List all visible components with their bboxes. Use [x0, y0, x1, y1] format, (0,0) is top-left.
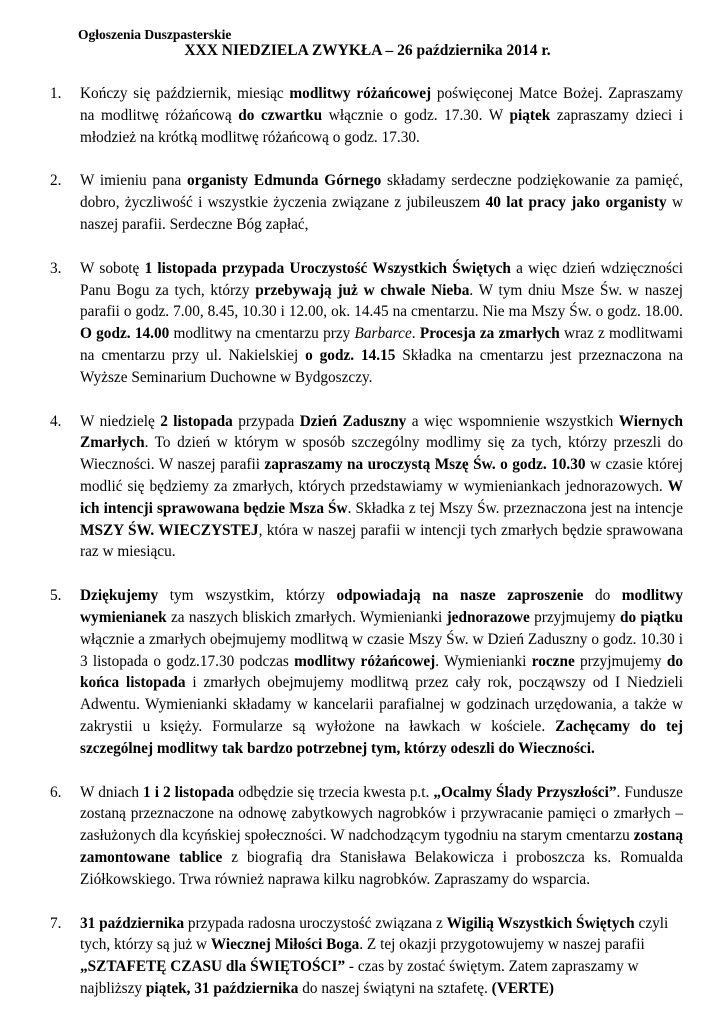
emphasis-text: Wiernych Zmarłych — [80, 412, 683, 452]
text-segment: czyli tych, którzy są już w — [80, 914, 669, 954]
text-segment: włącznie a zmarłych obejmujemy modlitwą w czasie Mszy Św. w Dzień Zaduszny o godz. 10.30 i 3 listopada o godz.17.30 podczas — [80, 630, 683, 670]
text-segment: przypada radosna uroczystość związana z — [184, 914, 447, 932]
text-segment: . Wymienianki — [435, 652, 532, 670]
emphasis-text: O godz. 14.00 — [80, 325, 170, 343]
item-text — [80, 170, 683, 235]
text-segment: za naszych bliskich zmarłych. Wymienianki — [166, 608, 447, 626]
announcement-item — [50, 258, 683, 389]
announcement-item — [50, 83, 683, 148]
emphasis-text: Dziękujemy — [80, 587, 159, 605]
text-segment: w czasie której modlić się będziemy za zmarłych, których przedstawiamy w wymieniankach jednorazowych. — [80, 456, 684, 495]
text-segment: do naszej świątyni na sztafetę. — [298, 979, 492, 997]
text-segment: Kończy się październik, miesiąc — [80, 85, 290, 102]
emphasis-text: zapraszamy na uroczystą Mszę Św. o godz. 10.30 — [264, 456, 586, 474]
emphasis-text: odpowiadają na nasze zaproszenie — [336, 587, 584, 605]
item-number: 6. — [50, 783, 62, 801]
text-segment: W imieniu pana — [80, 172, 187, 190]
text-segment: a więc dzień wdzięczności Panu Bogu za tych, którzy — [80, 259, 684, 299]
text-segment: wraz z modlitwami na cmentarzu przy ul. Nakielskiej — [80, 325, 683, 364]
item-text — [80, 913, 683, 1000]
italic-text: Barbarce — [354, 325, 412, 343]
emphasis-text: „Ocalmy Ślady Przyszłości” — [433, 783, 617, 801]
item-text — [80, 258, 683, 389]
emphasis-text: (VERTE) — [491, 979, 555, 997]
item-text — [80, 83, 683, 148]
text-segment: . To dzień w którym w sposób szczególny modlimy się za tych, którzy przeszli do Wieczności. W naszej parafii — [80, 434, 683, 474]
announcement-item — [50, 585, 683, 759]
text-segment: W niedzielę — [80, 412, 161, 430]
emphasis-text: Dzień Zaduszny — [299, 412, 407, 430]
emphasis-text: o godz. 14.15 — [305, 346, 396, 364]
emphasis-text: modlitwy wymienianek — [80, 587, 683, 626]
emphasis-text: Zachęcamy do tej szczególnej modlitwy tak bardzo potrzebnej tym, którzy odeszli do Wieczności. — [80, 717, 683, 757]
emphasis-text: do piątku — [620, 608, 683, 626]
text-segment: modlitwy na cmentarzu przy — [169, 325, 355, 343]
text-segment: w naszej parafii. Serdeczne Bóg zapłać, — [80, 194, 683, 233]
text-segment: zapraszamy dzieci i młodzież na krótką modlitwę różańcową o godz. 17.30. — [80, 106, 684, 146]
text-segment: . — [411, 325, 420, 343]
text-segment: , która w naszej parafii w intencji tych zmarłych będzie sprawowana raz w miesiącu. — [80, 521, 683, 561]
text-segment: z biografią dra Stanisława Belakowicza i proboszcza ks. Romualda Ziółkowskiego. Trwa również naprawa kilku nagrobków. Zapraszamy do wsparcia. — [80, 848, 683, 888]
emphasis-text: MSZY ŚW. WIECZYSTEJ — [80, 521, 259, 539]
text-segment: W sobotę — [80, 259, 145, 277]
announcement-item — [50, 913, 683, 1000]
item-number: 5. — [50, 587, 62, 605]
emphasis-text: modlitwy różańcowej — [289, 85, 432, 102]
text-segment: i zmarłych obejmujemy modlitwą przez cały rok, począwszy od I Niedzieli Adwentu. Wymienianki składamy w kancelarii parafialnej w godzinach urzędowania, a także w zakrystii u księży. Formularze są wyłożone na ławkach w kościele. — [80, 674, 683, 735]
text-segment: . Składka z tej Mszy Św. przeznaczona jest na intencje — [347, 499, 683, 517]
emphasis-text: modlitwy różańcowej — [294, 652, 436, 670]
text-segment: przypada — [232, 412, 300, 430]
text-segment: . W tym dniu Msze Św. w naszej parafii o godz. 7.00, 8.45, 10.30 i 12.00, ok. 14.45 na cmentarzu. Nie ma Mszy Św. o godz. 18.00. — [80, 281, 683, 321]
item-text — [80, 411, 683, 564]
emphasis-text: do końca listopada — [80, 652, 683, 692]
text-segment: do — [583, 587, 622, 605]
emphasis-text: do czwartku — [238, 106, 323, 124]
item-number: 1. — [50, 85, 62, 102]
emphasis-text: 2 listopada — [160, 412, 233, 430]
announcement-item — [50, 411, 683, 564]
emphasis-text: Procesja za zmarłych — [419, 325, 560, 343]
announcement-list — [50, 83, 683, 1000]
emphasis-text: zostaną zamontowane tablice — [80, 827, 683, 866]
text-segment: W dniach — [80, 783, 144, 801]
emphasis-text: 1 i 2 listopada — [143, 783, 235, 801]
page-title: XXX NIEDZIELA ZWYKŁA – 26 października 2014 r. — [184, 42, 551, 59]
emphasis-text: „SZTAFETĘ CZASU dla ŚWIĘTOŚCI” — [80, 958, 346, 976]
emphasis-text: organisty Edmunda Górnego — [187, 172, 382, 190]
text-segment: . Z tej okazji przygotowujemy w naszej parafii — [359, 936, 645, 954]
text-segment: a więc wspomnienie wszystkich — [406, 412, 619, 430]
text-segment: tym wszystkim, którzy — [158, 587, 337, 605]
emphasis-text: 40 lat pracy jako organisty — [485, 194, 667, 212]
emphasis-text: jednorazowe — [446, 608, 530, 626]
text-segment: składamy serdeczne podziękowanie za pamięć, dobro, życzliwość i wszystkie życzenia związane z jubileuszem — [80, 172, 684, 212]
emphasis-text: piątek — [509, 106, 551, 124]
header-label: Ogłoszenia Duszpasterskie — [78, 27, 232, 42]
item-number: 4. — [50, 412, 62, 430]
item-number: 3. — [50, 259, 62, 277]
announcement-item — [50, 170, 683, 235]
text-segment: przyjmujemy — [574, 652, 667, 670]
emphasis-text: W ich intencji sprawowana będzie Msza Św — [80, 477, 683, 517]
text-segment: - czas by zostać świętym. Zatem zapraszamy w najbliższy — [80, 958, 639, 997]
emphasis-text: Wiecznej Miłości Boga — [210, 936, 360, 954]
text-segment: poświęconej Matce Bożej. Zapraszamy na modlitwę różańcową — [80, 85, 683, 124]
announcement-item — [50, 782, 683, 891]
emphasis-text: przebywają już w chwale Nieba — [255, 281, 470, 299]
text-segment: Składka na cmentarzu jest przeznaczona na Wyższe Seminarium Duchowne w Bydgoszczy. — [80, 346, 684, 386]
emphasis-text: roczne — [531, 652, 575, 670]
item-text — [80, 782, 683, 891]
text-segment: przyjmujemy — [529, 608, 621, 626]
text-segment: . Fundusze zostaną przeznaczone na odnowę zabytkowych nagrobków i przywracanie pamięci o zmarłych – zasłużonych dla kcyńskiej społeczności. W nadchodzącym tygodniu na starym cmentarzu — [80, 783, 683, 845]
emphasis-text: 31 października — [80, 914, 185, 932]
emphasis-text: 1 listopada przypada Uroczystość Wszystkich Świętych — [144, 259, 511, 277]
item-text — [80, 585, 683, 759]
emphasis-text: piątek, 31 października — [145, 979, 299, 997]
text-segment: włącznie o godz. 17.30. W — [322, 106, 510, 124]
item-number: 7. — [50, 914, 62, 932]
emphasis-text: Wigilią Wszystkich Świętych — [446, 914, 635, 932]
text-segment: odbędzie się trzecia kwesta p.t. — [234, 783, 434, 801]
item-number: 2. — [50, 172, 62, 190]
